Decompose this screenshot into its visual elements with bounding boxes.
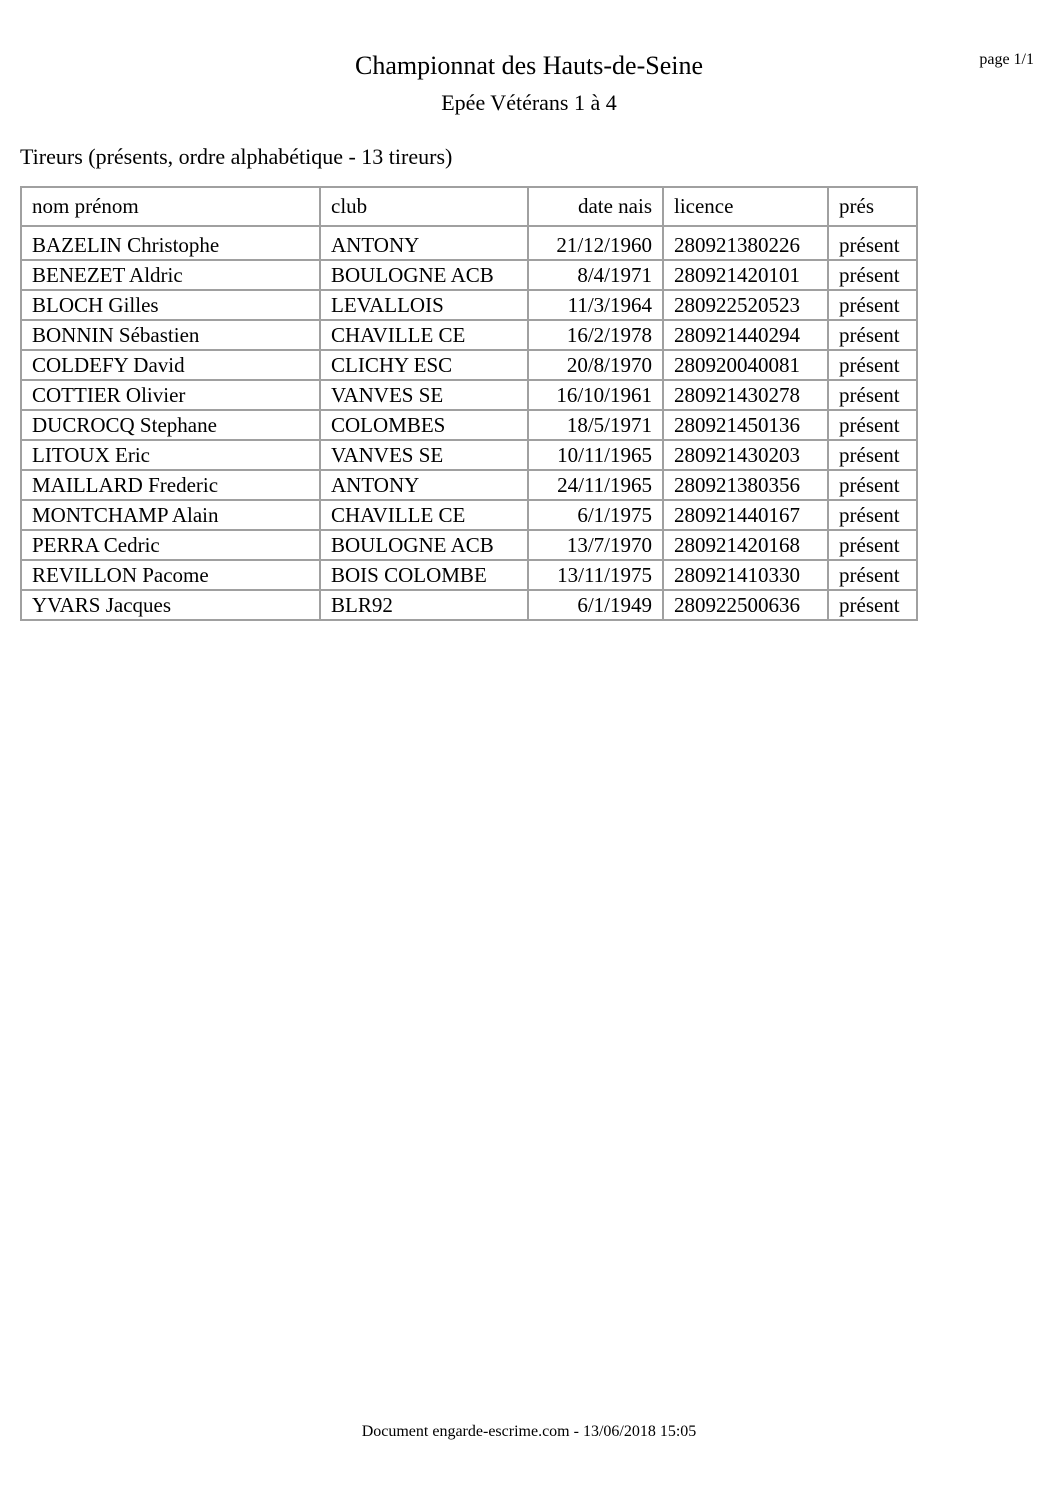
table-row — [21, 320, 917, 350]
cell-birthdate: 13/11/1975 — [528, 560, 663, 590]
cell-licence: 280920040081 — [663, 350, 828, 380]
table-row — [21, 440, 917, 470]
cell-birthdate: 16/10/1961 — [528, 380, 663, 410]
cell-club: LEVALLOIS — [320, 290, 528, 320]
table-row — [21, 530, 917, 560]
cell-name: COLDEFY David — [21, 350, 320, 380]
cell-name: MAILLARD Frederic — [21, 470, 320, 500]
footer-text: Document engarde-escrime.com - 13/06/2018 15:05 — [361, 1423, 697, 1440]
cell-birthdate: 10/11/1965 — [528, 440, 663, 470]
table-row — [21, 380, 917, 410]
cell-birthdate: 11/3/1964 — [528, 290, 663, 320]
cell-presence: présent — [828, 380, 917, 410]
cell-birthdate: 8/4/1971 — [528, 260, 663, 290]
cell-name: BENEZET Aldric — [21, 260, 320, 290]
cell-presence: présent — [828, 560, 917, 590]
cell-name: BONNIN Sébastien — [21, 320, 320, 350]
cell-licence: 280921430278 — [663, 380, 828, 410]
table-row — [21, 350, 917, 380]
page-title: Championnat des Hauts-de-Seine — [354, 51, 704, 80]
cell-birthdate: 13/7/1970 — [528, 530, 663, 560]
table-row — [21, 260, 917, 290]
cell-birthdate: 21/12/1960 — [528, 226, 663, 260]
cell-name: BAZELIN Christophe — [21, 226, 320, 260]
cell-name: BLOCH Gilles — [21, 290, 320, 320]
cell-licence: 280922500636 — [663, 590, 828, 620]
column-header-club: club — [320, 187, 528, 226]
cell-licence: 280921380356 — [663, 470, 828, 500]
cell-presence: présent — [828, 440, 917, 470]
table-row — [21, 290, 917, 320]
cell-licence: 280922520523 — [663, 290, 828, 320]
cell-presence: présent — [828, 410, 917, 440]
cell-club: COLOMBES — [320, 410, 528, 440]
cell-name: COTTIER Olivier — [21, 380, 320, 410]
cell-club: BOIS COLOMBE — [320, 560, 528, 590]
cell-licence: 280921440294 — [663, 320, 828, 350]
column-header-licence: licence — [663, 187, 828, 226]
table-row — [21, 590, 917, 620]
cell-presence: présent — [828, 500, 917, 530]
table-row — [21, 226, 917, 260]
table-header-row — [21, 187, 917, 226]
cell-birthdate: 18/5/1971 — [528, 410, 663, 440]
cell-presence: présent — [828, 290, 917, 320]
table-body — [21, 226, 917, 620]
cell-birthdate: 24/11/1965 — [528, 470, 663, 500]
cell-presence: présent — [828, 350, 917, 380]
cell-licence: 280921420101 — [663, 260, 828, 290]
cell-birthdate: 6/1/1975 — [528, 500, 663, 530]
cell-licence: 280921410330 — [663, 560, 828, 590]
cell-presence: présent — [828, 260, 917, 290]
cell-licence: 280921420168 — [663, 530, 828, 560]
page-number: page 1/1 — [979, 51, 1034, 68]
cell-licence: 280921450136 — [663, 410, 828, 440]
cell-club: BOULOGNE ACB — [320, 260, 528, 290]
cell-birthdate: 20/8/1970 — [528, 350, 663, 380]
cell-club: VANVES SE — [320, 440, 528, 470]
cell-birthdate: 16/2/1978 — [528, 320, 663, 350]
cell-name: YVARS Jacques — [21, 590, 320, 620]
cell-presence: présent — [828, 226, 917, 260]
column-header-name: nom prénom — [21, 187, 320, 226]
fencers-table — [20, 186, 918, 621]
cell-name: REVILLON Pacome — [21, 560, 320, 590]
cell-presence: présent — [828, 320, 917, 350]
cell-club: ANTONY — [320, 226, 528, 260]
cell-club: BOULOGNE ACB — [320, 530, 528, 560]
cell-name: PERRA Cedric — [21, 530, 320, 560]
table-row — [21, 500, 917, 530]
cell-club: VANVES SE — [320, 380, 528, 410]
page-subtitle: Epée Vétérans 1 à 4 — [441, 90, 617, 115]
table-row — [21, 470, 917, 500]
cell-name: LITOUX Eric — [21, 440, 320, 470]
cell-club: ANTONY — [320, 470, 528, 500]
cell-licence: 280921430203 — [663, 440, 828, 470]
cell-presence: présent — [828, 470, 917, 500]
cell-club: CHAVILLE CE — [320, 320, 528, 350]
cell-presence: présent — [828, 590, 917, 620]
cell-name: MONTCHAMP Alain — [21, 500, 320, 530]
column-header-birthdate: date nais — [528, 187, 663, 226]
table-row — [21, 560, 917, 590]
cell-name: DUCROCQ Stephane — [21, 410, 320, 440]
cell-presence: présent — [828, 530, 917, 560]
cell-club: CHAVILLE CE — [320, 500, 528, 530]
table-row — [21, 410, 917, 440]
cell-licence: 280921380226 — [663, 226, 828, 260]
cell-club: BLR92 — [320, 590, 528, 620]
section-heading: Tireurs (présents, ordre alphabétique - 13 tireurs) — [20, 144, 453, 169]
cell-licence: 280921440167 — [663, 500, 828, 530]
cell-birthdate: 6/1/1949 — [528, 590, 663, 620]
cell-club: CLICHY ESC — [320, 350, 528, 380]
column-header-presence: prés — [828, 187, 917, 226]
